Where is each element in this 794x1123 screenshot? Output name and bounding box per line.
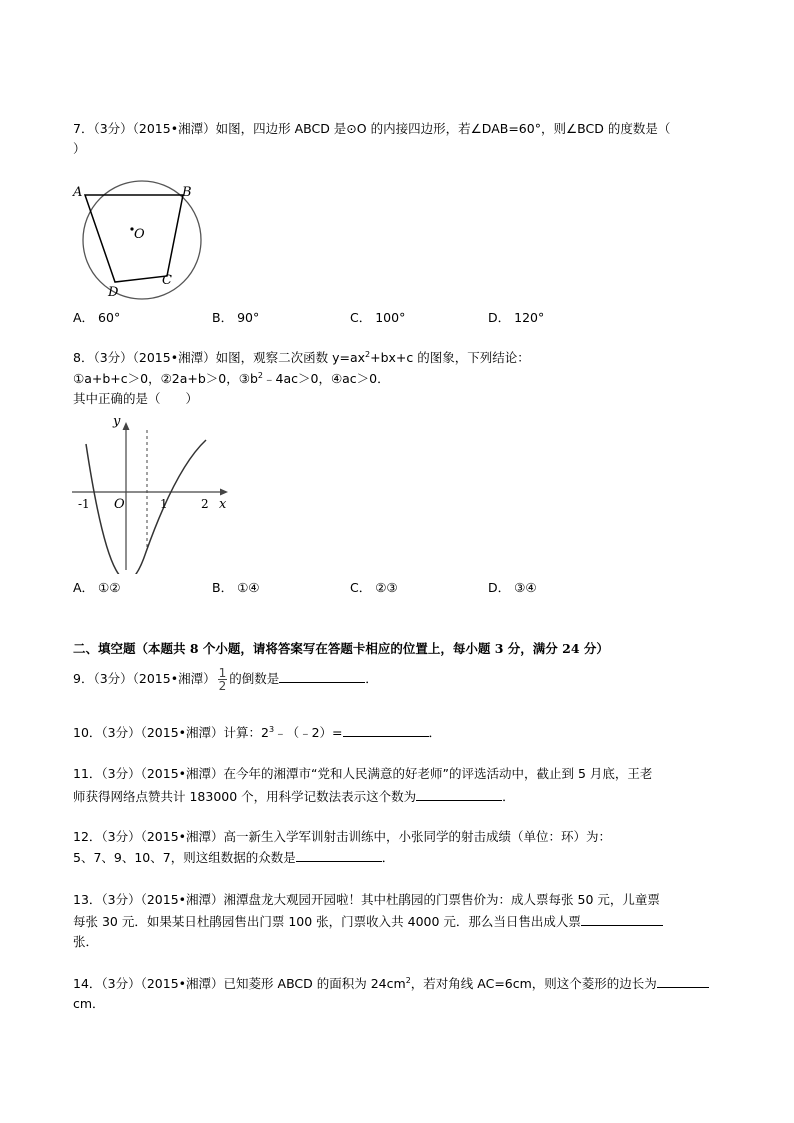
q7-stem-line2: ） xyxy=(73,141,86,156)
q7-option-d[interactable]: D． 120° xyxy=(488,310,545,325)
label-c: C xyxy=(162,273,172,288)
q10-line: 10．（3分）（2015•湘潭）计算：$2^3﹣(﹣2)=$ ． xyxy=(73,725,442,740)
section2-title: 二、填空题（本题共 8 个小题，请将答案写在答题卡相应的位置上，每小题 3 分，满分 24 分） xyxy=(73,641,609,656)
q7-option-a[interactable]: A． 60° xyxy=(73,310,121,325)
label-b: B xyxy=(182,185,192,200)
q10-answer-blank[interactable] xyxy=(343,724,429,737)
q8-option-b[interactable]: B． ①④ xyxy=(212,580,260,595)
q11-line1: 11．（3分）（2015•湘潭）在今年的湘潭市“党和人民满意的好老师”的评选活动中，截止到 5 月底，王老 xyxy=(73,766,653,781)
q8-option-d[interactable]: D． ③④ xyxy=(488,580,537,595)
q8-prefix: 8．（3分）（2015•湘潭） xyxy=(73,350,216,365)
q12-answer-blank[interactable] xyxy=(296,849,382,862)
q8-stem-line3: 其中正确的是（ ） xyxy=(73,391,199,406)
parabola-curve xyxy=(86,440,206,574)
q13-line2: 每张 30 元．如果某日杜鹃园售出门票 100 张，门票收入共 4000 元．那么当日售出成人票 xyxy=(73,913,663,930)
q8-stem-line1: 8．（3分）（2015•湘潭）如图，观察二次函数 $y=ax^2+bx+c$ 的图象，下列结论： xyxy=(73,350,530,365)
label-x: x xyxy=(219,497,227,512)
label-1: 1 xyxy=(160,497,168,511)
q8-option-c[interactable]: C． ②③ xyxy=(350,580,398,595)
label-origin: O xyxy=(114,497,125,512)
q13-answer-blank[interactable] xyxy=(581,913,663,926)
y-axis-arrow xyxy=(123,422,130,430)
q8-option-a[interactable]: A． ①② xyxy=(73,580,121,595)
q9-answer-blank[interactable] xyxy=(279,670,365,683)
q8-options xyxy=(73,580,633,596)
label-neg1: -1 xyxy=(78,497,90,511)
q14-line2: cm． xyxy=(73,996,105,1011)
q7-stem-text: 如图，四边形 ABCD 是⊙O 的内接四边形，若∠DAB=60°，则∠BCD 的度数是（ xyxy=(215,121,671,136)
q13-line3: 张． xyxy=(73,934,99,949)
q11-line2: 师获得网络点赞共计 183000 个，用科学记数法表示这个数为 ． xyxy=(73,789,515,804)
q9-line: 9．（3分）（2015•湘潭） $\frac{1}{2}$ 的倒数是 ． xyxy=(73,666,378,693)
label-a: A xyxy=(73,185,83,200)
q9-fraction: $\frac{1}{2}$ xyxy=(218,666,227,693)
q7-options xyxy=(73,310,633,326)
q14-line1: 14．（3分）（2015•湘潭）已知菱形 ABCD 的面积为 $24cm^2$，若对角线 AC=6cm，则这个菱形的边长为 xyxy=(73,975,709,992)
q13-prefix: 13．（3分）（2015•湘潭） xyxy=(73,892,224,907)
q14-prefix: 14．（3分）（2015•湘潭） xyxy=(73,976,224,991)
q13-line1: 13．（3分）（2015•湘潭）湘潭盘龙大观园开园啦！其中杜鹃园的门票售价为：成人票每张 50 元，儿童票 xyxy=(73,892,660,907)
q10-prefix: 10．（3分）（2015•湘潭） xyxy=(73,725,224,740)
q7-stem-line1 xyxy=(73,121,670,137)
q12-line2: 5、7、9、10、7，则这组数据的众数是 ． xyxy=(73,850,395,865)
label-y: y xyxy=(113,414,121,429)
q8-parabola-graph xyxy=(70,412,235,574)
q7-option-b[interactable]: B． 90° xyxy=(212,310,260,325)
q11-answer-blank[interactable] xyxy=(416,788,502,801)
q7-option-c[interactable]: C． 100° xyxy=(350,310,406,325)
q11-prefix: 11．（3分）（2015•湘潭） xyxy=(73,766,224,781)
x-axis-arrow xyxy=(220,489,228,496)
label-2: 2 xyxy=(201,497,209,511)
q7-prefix: 7．（3分）（2015•湘潭） xyxy=(73,121,216,136)
label-o: O xyxy=(134,227,145,242)
label-d: D xyxy=(108,285,119,300)
q14-answer-blank[interactable] xyxy=(657,975,709,988)
q12-line1: 12．（3分）（2015•湘潭）高一新生入学军训射击训练中，小张同学的射击成绩（单位：环）为： xyxy=(73,829,612,844)
q9-prefix: 9．（3分）（2015•湘潭） xyxy=(73,671,216,686)
q8-conditions: ①a+b+c＞0，②2a+b＞0，$③b^2﹣4ac>0$，④ac＞0． xyxy=(73,371,390,386)
q12-prefix: 12．（3分）（2015•湘潭） xyxy=(73,829,224,844)
q7-circle-figure xyxy=(70,176,210,300)
